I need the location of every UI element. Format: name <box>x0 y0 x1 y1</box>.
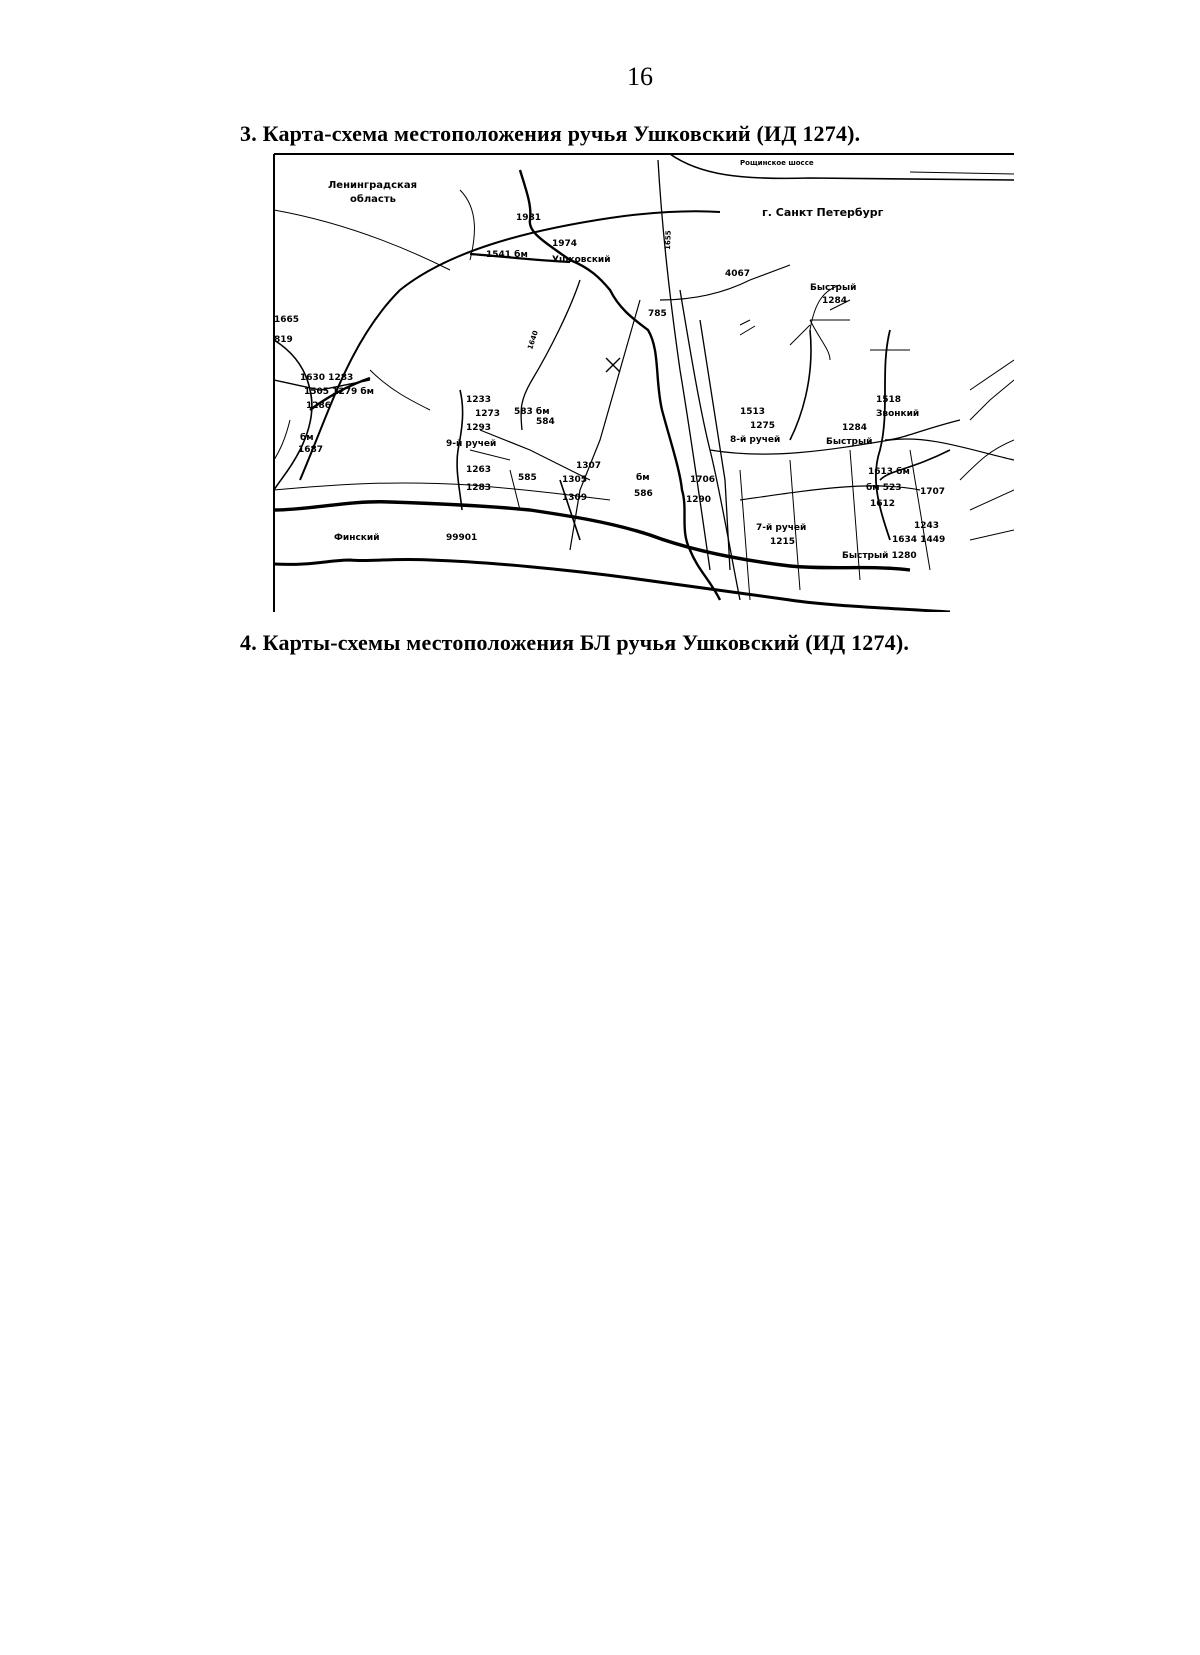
label-finsky: Финский <box>334 533 380 543</box>
section-3-heading: 3. Карта-схема местоположения ручья Ушковский (ИД 1274). <box>240 121 861 146</box>
label-street-2: 1655 <box>664 230 673 251</box>
map-drawing <box>270 150 1014 612</box>
label-1981: 1981 <box>516 213 542 223</box>
label-spb: г. Санкт Петербург <box>762 206 884 219</box>
label-1290: 1290 <box>686 495 712 505</box>
label-zvonky: Звонкий <box>876 409 920 419</box>
label-1284b: 1284 <box>842 423 868 433</box>
label-819: 819 <box>274 335 293 345</box>
label-583: 583 бм <box>514 407 550 417</box>
label-1233: 1233 <box>466 395 492 405</box>
label-1293: 1293 <box>466 423 492 433</box>
label-1215: 1215 <box>770 537 796 547</box>
label-1273: 1273 <box>475 409 501 419</box>
label-1612: 1612 <box>870 499 896 509</box>
label-leningrad-1: Ленинградская <box>328 180 418 191</box>
label-1706: 1706 <box>690 475 716 485</box>
label-bm-mid: бм <box>636 473 650 483</box>
label-1309: 1309 <box>562 493 588 503</box>
location-map <box>270 150 1014 612</box>
label-584: 584 <box>536 417 555 427</box>
label-bystry-top: Быстрый <box>810 283 857 293</box>
label-top-road: Рощинское шоссе <box>740 159 814 167</box>
label-leningrad-2: область <box>350 194 396 205</box>
page-number: 16 <box>627 62 653 91</box>
label-1613: 1613 бм <box>868 467 910 477</box>
label-street-1: 1640 <box>526 329 540 351</box>
label-4067: 4067 <box>725 269 751 279</box>
label-1634: 1634 1449 <box>892 535 946 545</box>
label-ushkovsky: Ушковский <box>552 255 611 265</box>
label-1665: 1665 <box>274 315 300 325</box>
label-1687: 1687 <box>298 445 324 455</box>
label-1275: 1275 <box>750 421 776 431</box>
label-1307: 1307 <box>576 461 602 471</box>
label-1541: 1541 бм <box>486 250 528 260</box>
label-585: 585 <box>518 473 537 483</box>
label-9-ruchey: 9-й ручей <box>446 439 497 449</box>
label-bystry-top-id: 1284 <box>822 296 848 306</box>
label-1974: 1974 <box>552 239 578 249</box>
label-1305: 1305 <box>562 475 588 485</box>
label-785: 785 <box>648 309 667 319</box>
label-1513: 1513 <box>740 407 766 417</box>
label-1243: 1243 <box>914 521 940 531</box>
label-1263: 1263 <box>466 465 492 475</box>
label-bystry-mid: Быстрый <box>826 437 873 447</box>
label-1286: 1286 <box>306 401 332 411</box>
label-bm-left: бм <box>300 433 314 443</box>
label-1707: 1707 <box>920 487 946 497</box>
label-8-ruchey: 8-й ручей <box>730 435 781 445</box>
label-586: 586 <box>634 489 653 499</box>
section-4-heading: 4. Карты-схемы местоположения БЛ ручья Ушковский (ИД 1274). <box>240 630 910 655</box>
label-1518: 1518 <box>876 395 902 405</box>
label-1505: 1505 1279 бм <box>304 387 375 397</box>
label-523: бм 523 <box>866 483 902 493</box>
label-bystry-bottom: Быстрый 1280 <box>842 551 917 561</box>
label-1630: 1630 1283 <box>300 373 354 383</box>
label-99901: 99901 <box>446 533 478 543</box>
label-7-ruchey: 7-й ручей <box>756 523 807 533</box>
label-1283: 1283 <box>466 483 492 493</box>
